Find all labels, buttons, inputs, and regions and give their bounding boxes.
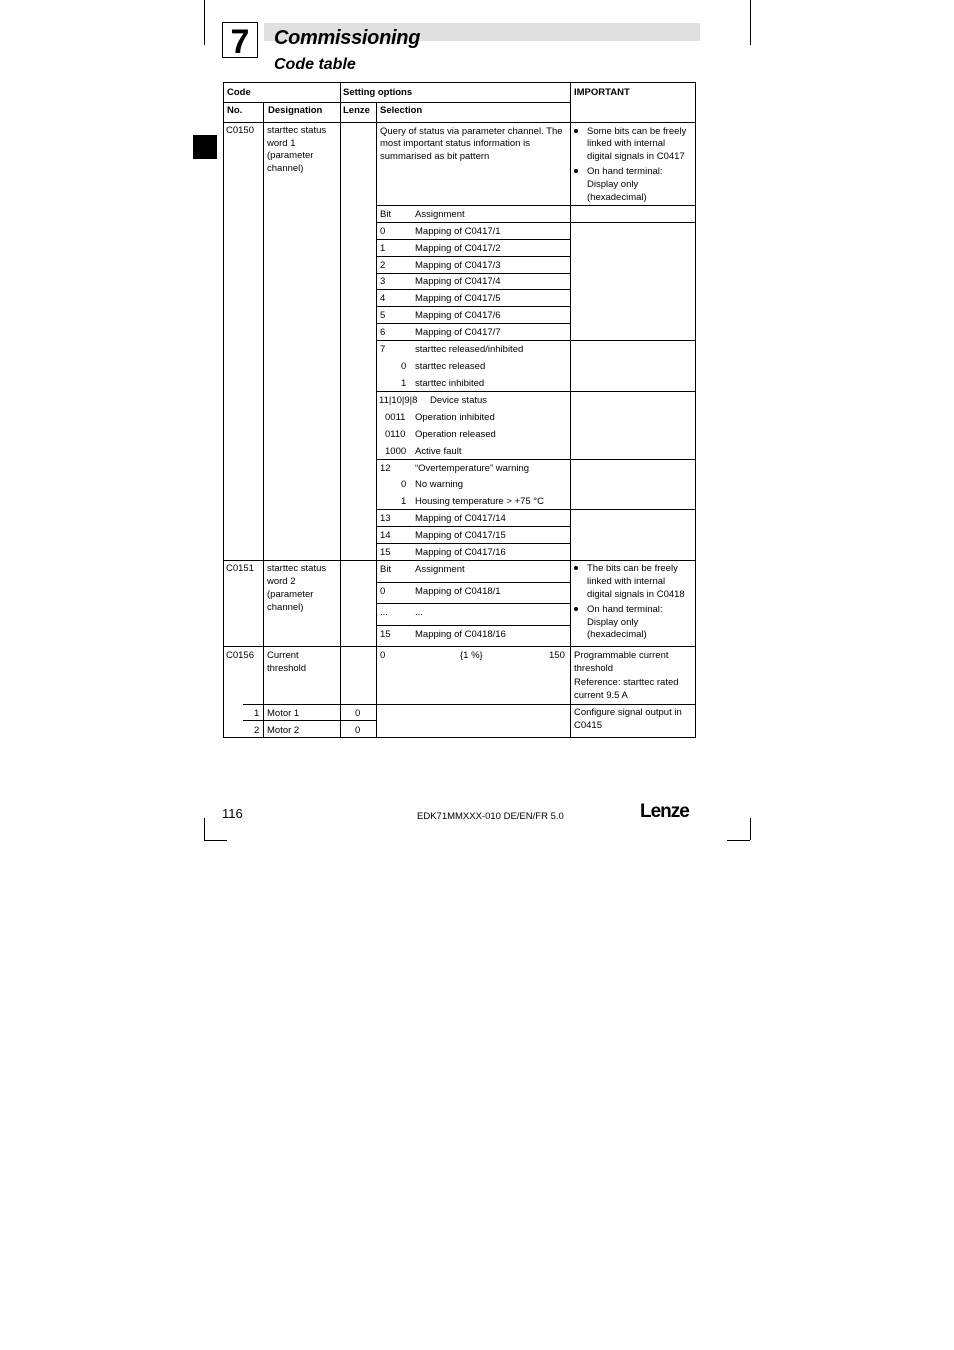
description-c0150: Query of status via parameter channel. The — [380, 126, 563, 137]
bit-assignment: starttec released/inhibited — [415, 344, 524, 355]
subcode-lenze: 0 — [355, 725, 361, 736]
bit-assignment: Mapping of C0417/5 — [415, 293, 501, 304]
designation-c0151: word 2 — [267, 576, 296, 587]
range-min: 0 — [380, 650, 386, 661]
subcode-lenze: 0 — [355, 708, 361, 719]
crop-mark — [727, 840, 750, 841]
bit-value-text: starttec inhibited — [415, 378, 485, 389]
bit-number: 4 — [380, 293, 386, 304]
subcode-no: 1 — [254, 708, 260, 719]
bit-number: 0 — [380, 586, 386, 597]
bit-assignment: Mapping of C0417/3 — [415, 260, 501, 271]
range-max: 150 — [549, 650, 565, 661]
bit-value: 1 — [401, 378, 407, 389]
bit-assignment: Device status — [430, 395, 488, 406]
bit-assignment: Mapping of C0417/15 — [415, 530, 506, 541]
bit-value: 0 — [401, 479, 407, 490]
bullet-icon — [574, 566, 578, 570]
header-setting-options: Setting options — [343, 87, 413, 98]
bit-number: 11|10|9|8 — [379, 395, 418, 406]
chapter-title: Commissioning — [274, 27, 421, 49]
code-c0156: C0156 — [226, 650, 254, 661]
crop-mark — [750, 818, 751, 840]
header-code: Code — [227, 87, 251, 98]
bit-value: 1 — [401, 496, 407, 507]
bit-number: 2 — [380, 260, 386, 271]
important-c0156: Reference: starttec rated — [574, 677, 679, 688]
designation-c0151: (parameter — [267, 589, 314, 600]
crop-mark — [204, 818, 205, 840]
bit-value: 0 — [401, 361, 407, 372]
header-designation: Designation — [268, 105, 323, 116]
important-c0156: Programmable current — [574, 650, 669, 661]
bit-header: Bit — [380, 564, 392, 575]
important-c0151: linked with internal — [587, 576, 666, 587]
document-id: EDK71MMXXX-010 DE/EN/FR 5.0 — [417, 811, 564, 822]
designation-c0151: starttec status — [267, 563, 327, 574]
bit-assignment: Mapping of C0417/16 — [415, 547, 506, 558]
code-c0150: C0150 — [226, 125, 254, 136]
bit-number: 15 — [380, 547, 391, 558]
assignment-header: Assignment — [415, 209, 465, 220]
subcode-no: 2 — [254, 725, 260, 736]
header-lenze: Lenze — [343, 105, 370, 116]
important-c0150: Display only — [587, 179, 639, 190]
bit-assignment: Mapping of C0418/16 — [415, 629, 506, 640]
range-step: {1 %} — [460, 650, 483, 661]
bit-value: 0110 — [385, 429, 406, 440]
designation-c0150: (parameter — [267, 150, 314, 161]
designation-c0150: word 1 — [267, 138, 296, 149]
sub-important: C0415 — [574, 720, 602, 731]
bit-value-text: Operation released — [415, 429, 496, 440]
bit-assignment: Mapping of C0417/1 — [415, 226, 501, 237]
important-c0156: threshold — [574, 663, 614, 674]
bit-assignment: Mapping of C0417/4 — [415, 276, 501, 287]
important-c0150: Some bits can be freely — [587, 126, 687, 137]
designation-c0150: channel) — [267, 163, 304, 174]
important-c0150: (hexadecimal) — [587, 192, 647, 203]
bit-header: Bit — [380, 209, 392, 220]
bit-number: 1 — [380, 243, 386, 254]
bullet-icon — [574, 607, 578, 611]
chapter-number: 7 — [222, 22, 258, 58]
designation-c0150: starttec status — [267, 125, 327, 136]
important-c0156: current 9.5 A — [574, 690, 628, 701]
designation-c0156: Current — [267, 650, 299, 661]
bit-number: 0 — [380, 226, 386, 237]
important-c0151: The bits can be freely — [587, 563, 678, 574]
description-c0150: summarised as bit pattern — [380, 151, 490, 162]
important-c0150: linked with internal — [587, 138, 666, 149]
header-important: IMPORTANT — [574, 87, 630, 98]
bullet-icon — [574, 129, 578, 133]
section-title: Code table — [274, 56, 356, 73]
bit-value: 0011 — [385, 412, 406, 423]
bit-assignment: Mapping of C0417/14 — [415, 513, 506, 524]
important-c0151: digital signals in C0418 — [587, 589, 685, 600]
bit-assignment: ... — [415, 607, 423, 618]
designation-c0151: channel) — [267, 602, 304, 613]
page-number: 116 — [222, 806, 243, 821]
bit-value-text: Operation inhibited — [415, 412, 495, 423]
sub-important: Configure signal output in — [574, 707, 682, 718]
bit-number: 15 — [380, 629, 391, 640]
bit-number: ... — [380, 607, 388, 618]
designation-c0156: threshold — [267, 663, 307, 674]
subcode-designation: Motor 1 — [267, 708, 300, 719]
important-c0150: On hand terminal: — [587, 166, 663, 177]
bit-number: 5 — [380, 310, 386, 321]
bit-assignment: Mapping of C0417/6 — [415, 310, 501, 321]
important-c0151: Display only — [587, 617, 639, 628]
important-c0150: digital signals in C0417 — [587, 151, 685, 162]
bit-number: 14 — [380, 530, 391, 541]
bit-assignment: Mapping of C0417/7 — [415, 327, 501, 338]
bit-assignment: “Overtemperature” warning — [415, 463, 530, 474]
subcode-designation: Motor 2 — [267, 725, 300, 736]
lenze-logo: Lenze — [640, 801, 689, 822]
bit-assignment: Mapping of C0417/2 — [415, 243, 501, 254]
code-c0151: C0151 — [226, 563, 254, 574]
header-no: No. — [227, 105, 243, 116]
description-c0150: most important status information is — [380, 138, 530, 149]
bit-value: 1000 — [385, 446, 407, 457]
bit-value-text: No warning — [415, 479, 464, 490]
bit-number: 12 — [380, 463, 391, 474]
bit-number: 6 — [380, 327, 386, 338]
crop-mark — [204, 840, 227, 841]
important-c0151: On hand terminal: — [587, 604, 663, 615]
bullet-icon — [574, 169, 578, 173]
bit-value-text: starttec released — [415, 361, 486, 372]
header-selection: Selection — [380, 105, 423, 116]
bit-number: 7 — [380, 344, 386, 355]
bit-value-text: Housing temperature > +75 °C — [415, 496, 544, 507]
important-c0151: (hexadecimal) — [587, 629, 647, 640]
bit-assignment: Mapping of C0418/1 — [415, 586, 501, 597]
assignment-header: Assignment — [415, 564, 465, 575]
bit-value-text: Active fault — [415, 446, 462, 457]
bit-number: 3 — [380, 276, 386, 287]
bit-number: 13 — [380, 513, 391, 524]
